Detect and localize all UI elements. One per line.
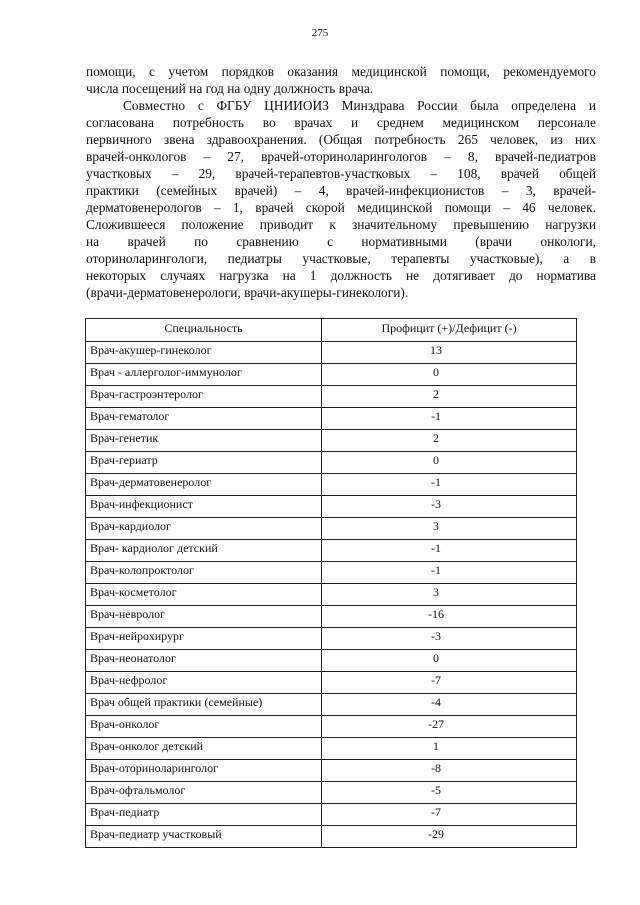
- balance-value-cell: -7: [322, 804, 577, 826]
- specialty-cell: Врач-нейрохирург: [86, 628, 322, 650]
- balance-value-cell: 1: [322, 738, 577, 760]
- table-header-row: [86, 319, 577, 342]
- specialty-cell: Врач-генетик: [86, 430, 322, 452]
- specialty-cell: Врач-педиатр: [86, 804, 322, 826]
- paragraph-intro: [86, 63, 596, 97]
- balance-value-cell: -3: [322, 496, 577, 518]
- table-row: [86, 804, 577, 826]
- specialty-cell: Врач-офтальмолог: [86, 782, 322, 804]
- table-row: [86, 716, 577, 738]
- balance-value-cell: -5: [322, 782, 577, 804]
- specialty-cell: Врач-нефролог: [86, 672, 322, 694]
- paragraph-line: согласована потребность во врачах и среднем медицинском персонале: [86, 115, 596, 130]
- paragraph-line: на врачей по сравнению с нормативными (врачи онкологи,: [86, 234, 596, 249]
- table-row: [86, 430, 577, 452]
- balance-value-cell: -16: [322, 606, 577, 628]
- balance-value-cell: -7: [322, 672, 577, 694]
- balance-value-cell: 0: [322, 452, 577, 474]
- table-row: [86, 342, 577, 364]
- balance-value-cell: 3: [322, 518, 577, 540]
- table-row: [86, 694, 577, 716]
- table-row: [86, 628, 577, 650]
- balance-value-cell: -29: [322, 826, 577, 848]
- table-row: [86, 738, 577, 760]
- balance-value-cell: -27: [322, 716, 577, 738]
- balance-value-cell: -1: [322, 562, 577, 584]
- table-row: [86, 760, 577, 782]
- specialty-cell: Врач-акушер-гинеколог: [86, 342, 322, 364]
- column-header-specialty: Специальность: [86, 319, 322, 342]
- specialty-cell: Врач-педиатр участковый: [86, 826, 322, 848]
- paragraph-line: Совместно с ФГБУ ЦНИИОИЗ Минздрава России была определена и: [123, 98, 596, 113]
- balance-value-cell: -3: [322, 628, 577, 650]
- specialty-cell: Врач-неонатолог: [86, 650, 322, 672]
- specialty-cell: Врач- кардиолог детский: [86, 540, 322, 562]
- specialty-cell: Врач-оториноларинголог: [86, 760, 322, 782]
- paragraph-line: врачей-онкологов – 27, врачей-оториноларингологов – 8, врачей-педиатров: [86, 149, 596, 164]
- balance-value-cell: -8: [322, 760, 577, 782]
- table-row: [86, 540, 577, 562]
- specialty-cell: Врач-косметолог: [86, 584, 322, 606]
- balance-value-cell: 3: [322, 584, 577, 606]
- specialty-cell: Врач-гериатр: [86, 452, 322, 474]
- balance-value-cell: 13: [322, 342, 577, 364]
- specialty-cell: Врач-невролог: [86, 606, 322, 628]
- table-row: [86, 826, 577, 848]
- paragraph-line: Сложившееся положение приводит к значительному превышению нагрузки: [86, 217, 596, 232]
- paragraph-line: числа посещений на год на одну должность врача.: [86, 81, 374, 96]
- balance-value-cell: 2: [322, 386, 577, 408]
- balance-value-cell: 2: [322, 430, 577, 452]
- specialty-cell: Врач-гастроэнтеролог: [86, 386, 322, 408]
- column-header-balance: Профицит (+)/Дефицит (-): [322, 319, 577, 342]
- paragraph-line: некоторых случаях нагрузка на 1 должность не дотягивает до норматива: [86, 268, 596, 283]
- table-row: [86, 452, 577, 474]
- balance-value-cell: -1: [322, 540, 577, 562]
- paragraph-main: [86, 97, 596, 301]
- specialty-cell: Врач-колопроктолог: [86, 562, 322, 584]
- paragraph-line: помощи, с учетом порядков оказания медицинской помощи, рекомендуемого: [86, 64, 596, 79]
- specialty-cell: Врач - аллерголог-иммунолог: [86, 364, 322, 386]
- table-row: [86, 650, 577, 672]
- balance-value-cell: -1: [322, 474, 577, 496]
- specialty-cell: Врач общей практики (семейные): [86, 694, 322, 716]
- table-row: [86, 496, 577, 518]
- table-row: [86, 782, 577, 804]
- balance-value-cell: 0: [322, 650, 577, 672]
- table-row: [86, 386, 577, 408]
- paragraph-line: (врачи-дерматовенерологи, врачи-акушеры-гинекологи).: [86, 285, 409, 300]
- specialty-cell: Врач-онколог детский: [86, 738, 322, 760]
- specialty-cell: Врач-онколог: [86, 716, 322, 738]
- specialty-cell: Врач-кардиолог: [86, 518, 322, 540]
- table-body: [86, 342, 577, 848]
- paragraph-line: оториноларингологи, педиатры участковые, терапевты участковые), а в: [86, 251, 596, 266]
- table-row: [86, 584, 577, 606]
- table-row: [86, 474, 577, 496]
- table-row: [86, 518, 577, 540]
- paragraph-line: практики (семейных врачей) – 4, врачей-инфекционистов – 3, врачей-: [86, 183, 596, 198]
- table-row: [86, 672, 577, 694]
- paragraph-line: дерматовенерологов – 1, врачей скорой медицинской помощи – 46 человек.: [86, 200, 596, 215]
- table-row: [86, 562, 577, 584]
- specialty-balance-table: [85, 318, 577, 848]
- table-row: [86, 606, 577, 628]
- paragraph-line: участковых – 29, врачей-терапевтов-участковых – 108, врачей общей: [86, 166, 596, 181]
- balance-value-cell: 0: [322, 364, 577, 386]
- page-number: 275: [311, 27, 329, 39]
- specialty-cell: Врач-дерматовенеролог: [86, 474, 322, 496]
- table-row: [86, 364, 577, 386]
- balance-value-cell: -1: [322, 408, 577, 430]
- specialty-cell: Врач-инфекционист: [86, 496, 322, 518]
- specialty-cell: Врач-гематолог: [86, 408, 322, 430]
- table-row: [86, 408, 577, 430]
- balance-value-cell: -4: [322, 694, 577, 716]
- paragraph-line: первичного звена здравоохранения. (Общая потребность 265 человек, из них: [86, 132, 596, 147]
